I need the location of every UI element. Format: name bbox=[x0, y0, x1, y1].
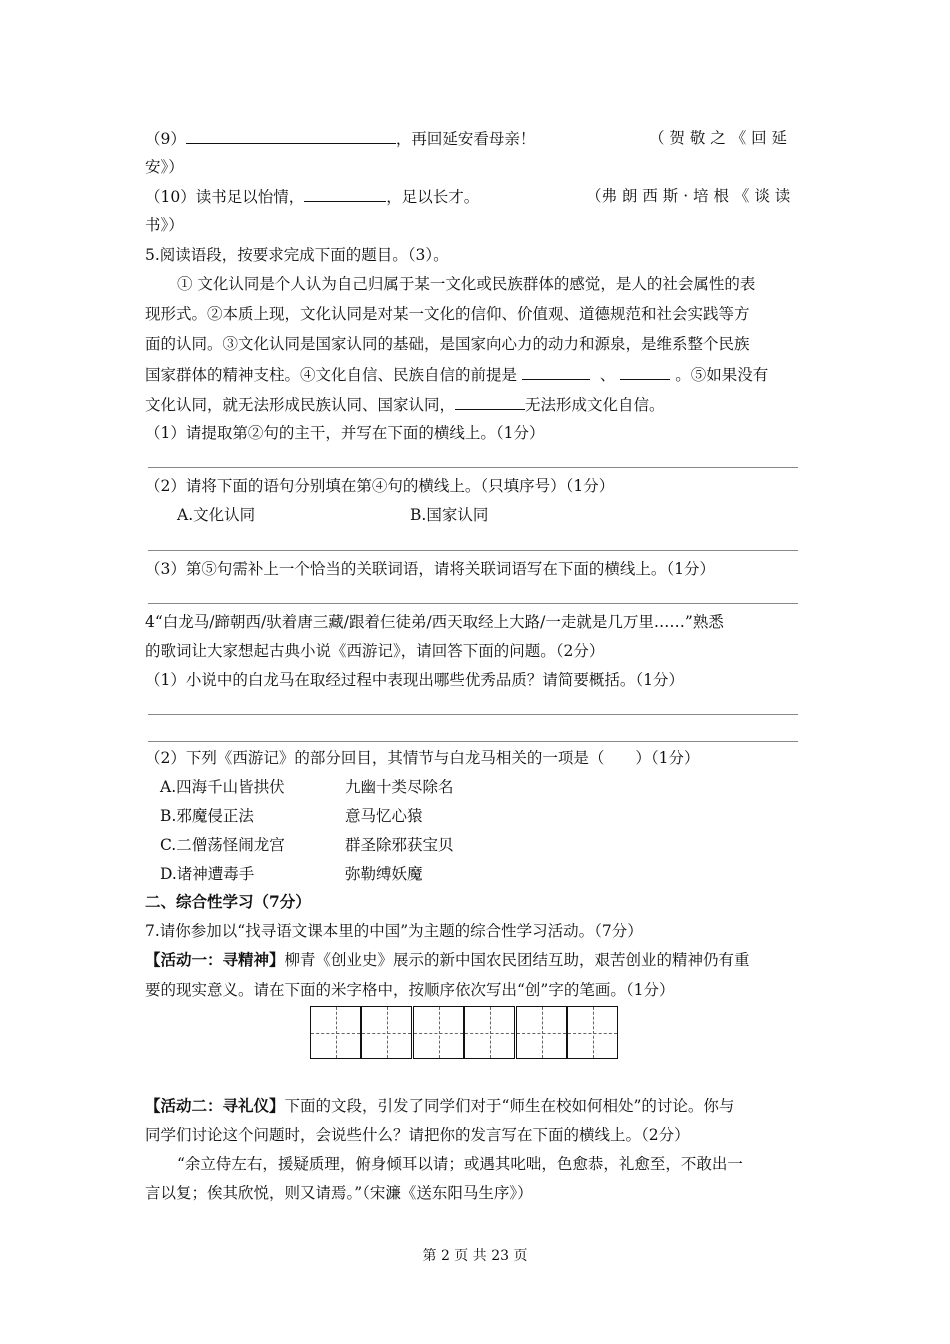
activity2-line-2: 同学们讨论这个问题时，会说些什么？请把你的发言写在下面的横线上。（2分） bbox=[145, 1126, 690, 1144]
q5-para-line-4 bbox=[145, 364, 768, 385]
q10-text: ，足以长才。 bbox=[386, 188, 480, 206]
q4-option-d-right: 弥勒缚妖魔 bbox=[345, 865, 423, 883]
q4-option-a-left: A.四海千山皆拱伏 bbox=[160, 778, 285, 796]
grid-cell[interactable] bbox=[516, 1006, 567, 1059]
q10-line bbox=[145, 186, 479, 207]
q9-text: ，再回延安看母亲！ bbox=[395, 130, 536, 148]
q5-blank-3[interactable] bbox=[455, 394, 525, 410]
q4-option-c-right: 群圣除邪获宝贝 bbox=[345, 836, 454, 854]
q4-option-d-left: D.诸神遭毒手 bbox=[160, 865, 255, 883]
q4-option-b-right: 意马忆心猿 bbox=[345, 807, 423, 825]
q9-source: （ 贺 敬 之 《 回 延 bbox=[649, 129, 788, 147]
q4-option-c-left: C.二僧荡怪闹龙宫 bbox=[160, 836, 285, 854]
activity1-line-2: 要的现实意义。请在下面的米字格中，按顺序依次写出“创”字的笔画。（1分） bbox=[145, 981, 675, 999]
q5-para-line-1: ① 文化认同是个人认为自己归属于某一文化或民族群体的感觉，是人的社会属性的表 bbox=[177, 275, 756, 293]
q5-para-line-5 bbox=[145, 394, 665, 415]
q5-option-a: A.文化认同 bbox=[177, 506, 256, 524]
q9-source-cont: 安》） bbox=[145, 158, 184, 176]
activity2-text: 下面的文段，引发了同学们对于“师生在校如何相处”的讨论。你与 bbox=[284, 1097, 735, 1115]
activity2-line-1 bbox=[145, 1096, 734, 1116]
q10-source: （弗 朗 西 斯 · 培 根 《 谈 读 bbox=[586, 187, 791, 205]
q5-heading: 5.阅读语段，按要求完成下面的题目。（3）。 bbox=[145, 246, 449, 264]
q5-para-line-4-text: 国家群体的精神支柱。④文化自信、民族自信的前提是 bbox=[145, 366, 518, 384]
q10-answer-blank[interactable] bbox=[304, 186, 386, 202]
q4-sub2: （2）下列《西游记》的部分回目，其情节与白龙马相关的一项是（ ）（1分） bbox=[145, 749, 700, 767]
activity1-text: 柳青《创业史》展示的新中国农民团结互助，艰苦创业的精神仍有重 bbox=[284, 951, 750, 969]
q9-answer-blank[interactable] bbox=[186, 128, 396, 144]
q5-sub1: （1）请提取第②句的主干，并写在下面的横线上。（1分） bbox=[145, 424, 545, 442]
q5-sub1-answer-line[interactable] bbox=[148, 467, 798, 468]
grid-cell[interactable] bbox=[413, 1006, 464, 1059]
q5-para-line-5-text: 文化认同，就无法形成民族认同、国家认同， bbox=[145, 396, 456, 414]
activity1-label: 【活动一：寻精神】 bbox=[145, 950, 285, 969]
q7-intro: 7.请你参加以“找寻语文课本里的中国”为主题的综合性学习活动。（7分） bbox=[145, 922, 643, 940]
q5-separator: 、 bbox=[599, 366, 616, 384]
q4-sub1: （1）小说中的白龙马在取经过程中表现出哪些优秀品质？请简要概括。（1分） bbox=[145, 671, 684, 689]
grid-cell[interactable] bbox=[567, 1006, 618, 1059]
activity2-label: 【活动二：寻礼仪】 bbox=[145, 1096, 285, 1115]
q5-para-line-2: 现形式。②本质上现，文化认同是对某一文化的信仰、价值观、道德规范和社会实践等方 bbox=[145, 305, 750, 323]
grid-cell[interactable] bbox=[310, 1006, 361, 1059]
mi-zi-grid bbox=[310, 1006, 620, 1060]
q4-option-a-right: 九幽十类尽除名 bbox=[345, 778, 454, 796]
q5-blank-1[interactable] bbox=[522, 364, 590, 380]
page-footer: 第 2 页 共 23 页 bbox=[422, 1248, 528, 1264]
q5-para-line-3: 面的认同。③文化认同是国家认同的基础，是国家向心力的动力和源泉，是维系整个民族 bbox=[145, 335, 750, 353]
q10-source-cont: 书》） bbox=[145, 216, 184, 234]
q5-blank-2[interactable] bbox=[620, 364, 670, 380]
q5-para-line-5-end: 无法形成文化自信。 bbox=[525, 396, 665, 414]
q4-sub1-answer-line-2[interactable] bbox=[148, 741, 798, 742]
grid-cell[interactable] bbox=[464, 1006, 515, 1059]
q4-intro-line-1: 4“白龙马/蹄朝西/驮着唐三藏/跟着仨徒弟/西天取经上大路/一走就是几万里……”熟悉 bbox=[145, 613, 724, 631]
q9-number: （9） bbox=[145, 130, 186, 148]
q4-sub1-answer-line-1[interactable] bbox=[148, 714, 798, 715]
q5-para-line-4-end: 。⑤如果没有 bbox=[675, 366, 769, 384]
q4-intro-line-2: 的歌词让大家想起古典小说《西游记》，请回答下面的问题。（2分） bbox=[145, 642, 605, 660]
activity1-line-1 bbox=[145, 950, 750, 970]
q10-start: （10）读书足以怡情， bbox=[145, 188, 305, 206]
q5-sub3-answer-line[interactable] bbox=[148, 603, 798, 604]
quote-line-1: “余立侍左右，援疑质理，俯身倾耳以请；或遇其叱咄，色愈恭，礼愈至，不敢出一 bbox=[177, 1155, 743, 1173]
q5-option-b: B.国家认同 bbox=[410, 506, 489, 524]
quote-line-2: 言以复；俟其欣悦，则又请焉。”（宋濂《送东阳马生序》） bbox=[145, 1184, 533, 1202]
grid-cell[interactable] bbox=[361, 1006, 412, 1059]
q5-sub2-answer-line[interactable] bbox=[148, 550, 798, 551]
section-heading: 二、综合性学习（7分） bbox=[145, 892, 311, 911]
q5-sub2: （2）请将下面的语句分别填在第④句的横线上。（只填序号）（1分） bbox=[145, 477, 615, 495]
q9-line bbox=[145, 128, 535, 149]
q4-option-b-left: B.邪魔侵正法 bbox=[160, 807, 254, 825]
q5-sub3: （3）第⑤句需补上一个恰当的关联词语，请将关联词语写在下面的横线上。（1分） bbox=[145, 560, 715, 578]
